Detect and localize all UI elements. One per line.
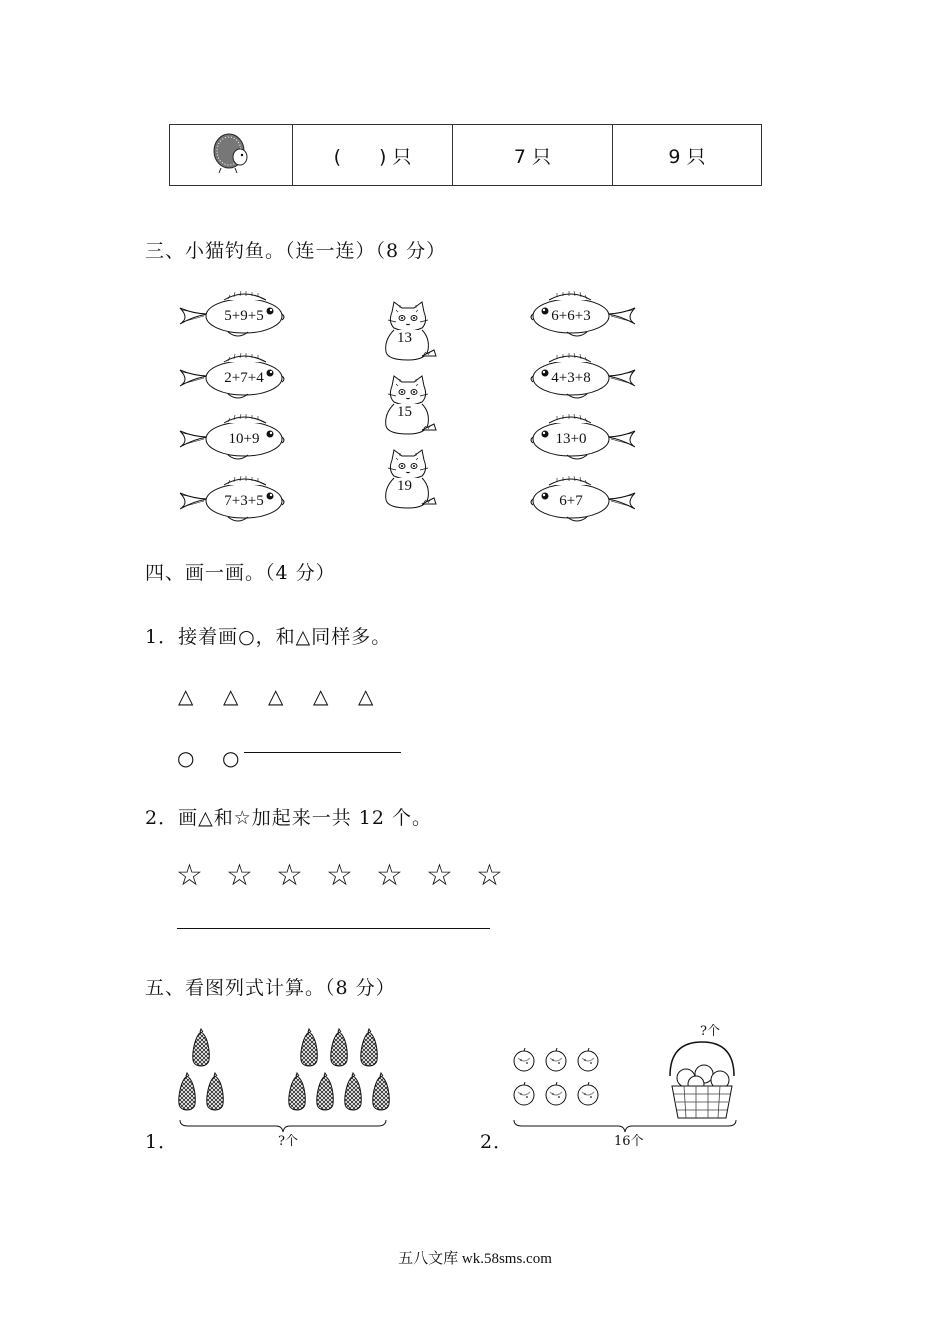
- star-icon: ☆: [176, 858, 203, 893]
- star-icon: ☆: [233, 807, 252, 829]
- circle-icon: ○: [222, 746, 240, 770]
- hedgehog-cell: [170, 125, 293, 186]
- triangle-icon: △: [223, 684, 239, 708]
- fish-card-right[interactable]: [527, 475, 637, 525]
- cat-number: 19: [397, 478, 412, 494]
- fish-expression: 5+9+5: [224, 308, 264, 324]
- question-suffix: 加起来一共 12 个。: [251, 807, 433, 829]
- table-cell: 9 只: [613, 125, 762, 186]
- footer: 五八文库 wk.58sms.com: [398, 1251, 552, 1267]
- circle-icon: ○: [177, 746, 195, 770]
- question-number: 2．: [480, 1131, 514, 1153]
- question-number: 1．: [145, 1131, 179, 1153]
- section-title: 五、看图列式计算。（8 分）: [145, 977, 396, 999]
- question-text: 1．接着画○，和△同样多。: [145, 626, 392, 648]
- fish-expression: 6+7: [559, 493, 583, 509]
- star-icon: ☆: [376, 858, 403, 893]
- basket-label: ?个: [700, 1024, 720, 1039]
- question-prefix: 2．画△和: [145, 807, 234, 829]
- star-icon: ☆: [426, 858, 453, 893]
- cat-card[interactable]: [378, 300, 438, 362]
- triangle-icon: △: [178, 684, 194, 708]
- table-cell: 7 只: [453, 125, 613, 186]
- question-text: [145, 803, 432, 830]
- section-title: 三、小猫钓鱼。（连一连）（8 分）: [145, 240, 447, 262]
- hedgehog-icon: [207, 131, 255, 175]
- triangle-icon: △: [313, 684, 329, 708]
- cat-card[interactable]: [378, 374, 438, 436]
- star-icon: ☆: [276, 858, 303, 893]
- fish-card-right[interactable]: [527, 352, 637, 402]
- section-title: 四、画一画。（4 分）: [145, 562, 336, 584]
- fish-expression: 2+7+4: [224, 370, 264, 386]
- cat-card[interactable]: [378, 448, 438, 510]
- fish-card-left[interactable]: [178, 352, 288, 402]
- cat-number: 13: [397, 330, 412, 346]
- count-table: [169, 124, 762, 186]
- fish-expression: 6+6+3: [551, 308, 591, 324]
- fish-card-left[interactable]: [178, 290, 288, 340]
- fish-card-right[interactable]: [527, 290, 637, 340]
- fruit-basket-icon: [664, 1038, 740, 1122]
- fish-card-left[interactable]: [178, 413, 288, 463]
- answer-line[interactable]: [177, 928, 490, 929]
- answer-line[interactable]: [244, 752, 401, 753]
- fish-card-right[interactable]: [527, 413, 637, 463]
- table-row: [170, 125, 762, 186]
- fish-expression: 7+3+5: [224, 493, 264, 509]
- cat-number: 15: [397, 404, 412, 420]
- star-icon: ☆: [326, 858, 353, 893]
- fish-expression: 13+0: [555, 431, 587, 447]
- eggplant-picture: [170, 1022, 400, 1122]
- apple-picture: [505, 1044, 605, 1114]
- star-icon: ☆: [226, 858, 253, 893]
- table-cell: ( ) 只: [293, 125, 453, 186]
- brace-label: 16个: [614, 1134, 644, 1149]
- triangle-icon: △: [358, 684, 374, 708]
- fish-expression: 10+9: [228, 431, 260, 447]
- star-icon: ☆: [476, 858, 503, 893]
- brace-label: ?个: [278, 1134, 298, 1149]
- fish-expression: 4+3+8: [551, 370, 591, 386]
- fish-card-left[interactable]: [178, 475, 288, 525]
- triangle-icon: △: [268, 684, 284, 708]
